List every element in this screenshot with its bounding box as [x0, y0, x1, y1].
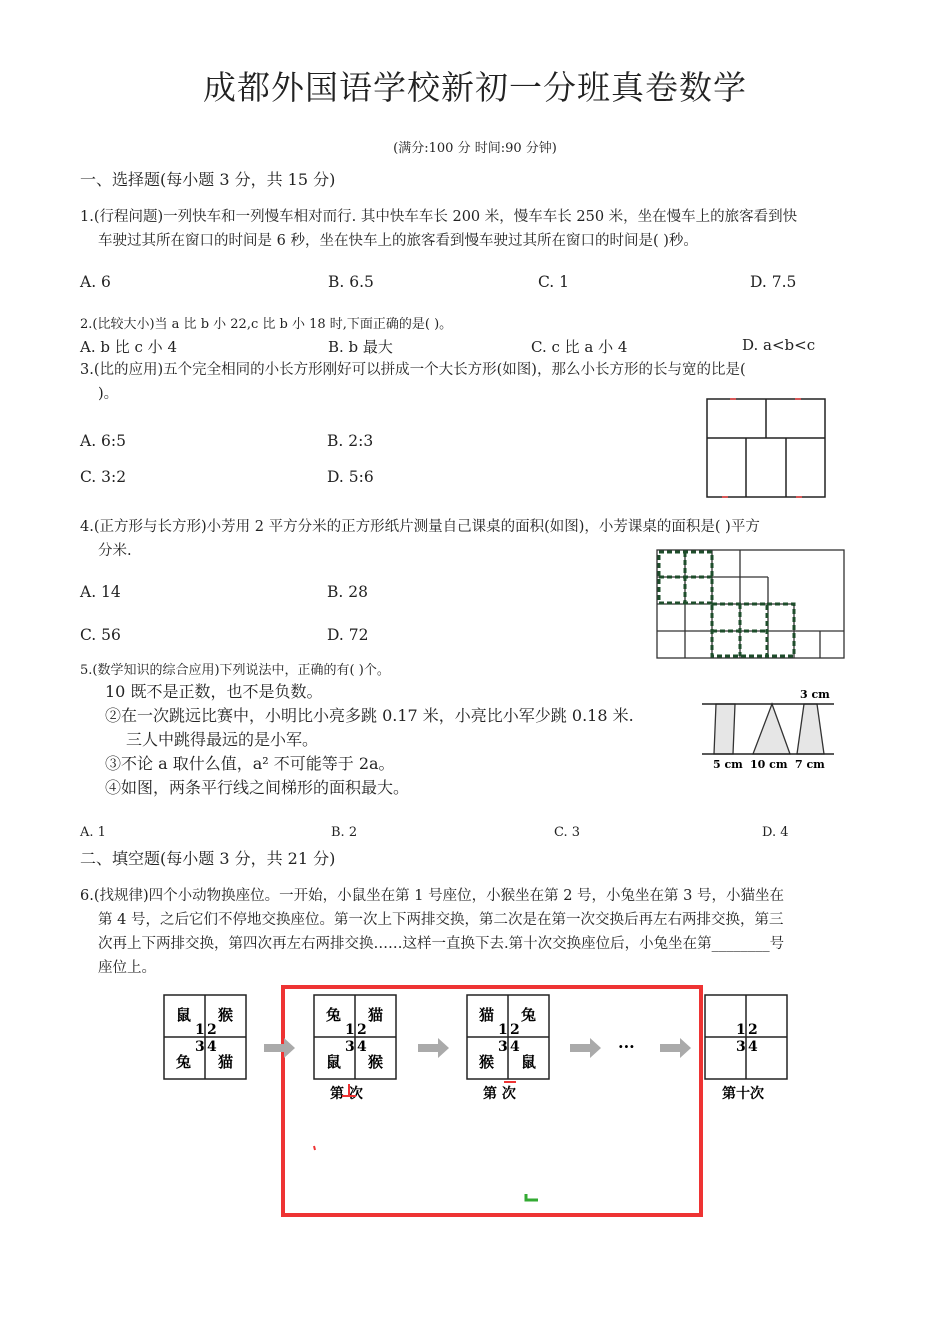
seat-number: 2 [207, 1022, 217, 1038]
seat-grid-initial [164, 995, 246, 1079]
question-1 [80, 205, 880, 253]
label-5cm: 5 cm [713, 758, 743, 771]
seat-number: 3 [195, 1039, 205, 1055]
q4-option-c[interactable]: C. 56 [80, 626, 121, 644]
check-mark-icon [526, 1194, 538, 1200]
seat-number: 1 [736, 1022, 746, 1038]
q3-option-b[interactable]: B. 2:3 [327, 432, 374, 450]
seat-number: 3 [345, 1039, 355, 1055]
q3-option-d[interactable]: D. 5:6 [327, 468, 374, 486]
question-6-line2: 第 4 号，之后它们不停地交换座位。第一次上下两排交换，第二次是在第一次交换后再左右两排交换，第三 [98, 912, 784, 928]
seat-exchange-figure [150, 980, 710, 1220]
arrow-right-icon [570, 1038, 601, 1058]
seat-number: 2 [748, 1022, 758, 1038]
seat-number: 1 [195, 1022, 205, 1038]
ellipsis: ··· [618, 1037, 635, 1056]
seat-animal: 兔 [521, 1006, 537, 1024]
q2-option-a[interactable]: A. b 比 c 小 4 [80, 338, 177, 356]
seat-animal: 猫 [218, 1053, 234, 1071]
q2-option-c[interactable]: C. c 比 a 小 4 [531, 338, 628, 356]
q1-option-a[interactable]: A. 6 [80, 273, 111, 291]
question-5: 5.(数学知识的综合应用)下列说法中，正确的有( )个。 [80, 663, 390, 678]
grid-caption: 第 次 [330, 1086, 363, 1102]
grid-caption: 第 次 [483, 1086, 516, 1102]
seat-number: 2 [357, 1022, 367, 1038]
q4-option-d[interactable]: D. 72 [327, 626, 369, 644]
arrow-right-icon [418, 1038, 449, 1058]
seat-animal: 猴 [368, 1053, 384, 1071]
question-2: 2.(比较大小)当 a 比 b 小 22,c 比 b 小 18 时,下面正确的是( )。 [80, 317, 453, 332]
section-2-heading: 二、填空题(每小题 3 分，共 21 分) [80, 849, 336, 868]
seat-grid-tenth [700, 980, 800, 1110]
seat-number: 2 [510, 1022, 520, 1038]
q4-option-a[interactable]: A. 14 [80, 583, 121, 601]
question-1-line2: 车驶过其所在窗口的时间是 6 秒，坐在快车上的旅客看到慢车驶过其所在窗口的时间是( )秒。 [98, 233, 698, 249]
q5-option-d[interactable]: D. 4 [762, 825, 789, 840]
rectangles-figure [700, 393, 832, 503]
question-3-line1: 3.(比的应用)五个完全相同的小长方形刚好可以拼成一个大长方形(如图)，那么小长方形的长与宽的比是( [80, 362, 746, 378]
question-4-line2: 分米. [98, 543, 132, 559]
question-3-line2: )。 [98, 386, 119, 402]
q5-statement-1: 10 既不是正数，也不是负数。 [105, 682, 323, 701]
question-1-line1: 1.(行程问题)一列快车和一列慢车相对而行. 其中快车车长 200 米，慢车车长 250 米，坐在慢车上的旅客看到快 [80, 209, 798, 225]
seat-animal: 鼠 [326, 1053, 342, 1071]
question-6-line4: 座位上。 [98, 960, 156, 976]
label-10cm: 10 cm [750, 758, 788, 771]
seat-animal: 猴 [218, 1006, 234, 1024]
q5-option-c[interactable]: C. 3 [554, 825, 581, 840]
q5-statement-3: ③不论 a 取什么值，a² 不可能等于 2a。 [105, 754, 395, 773]
q5-statement-2: ②在一次跳远比赛中，小明比小亮多跳 0.17 米，小亮比小军少跳 0.18 米. [105, 706, 634, 725]
question-6-line1: 6.(找规律)四个小动物换座位。一开始，小鼠坐在第 1 号座位，小猴坐在第 2 号，小兔坐在第 3 号，小猫坐在 [80, 888, 784, 904]
q1-option-c[interactable]: C. 1 [538, 273, 570, 291]
label-3cm: 3 cm [800, 688, 830, 701]
question-6 [80, 884, 870, 980]
desk-squares-figure [654, 548, 850, 662]
seat-number: 4 [207, 1039, 217, 1055]
q5-option-b[interactable]: B. 2 [331, 825, 358, 840]
seat-number: 4 [357, 1039, 367, 1055]
seat-animal: 鼠 [521, 1053, 537, 1071]
q2-option-b[interactable]: B. b 最大 [328, 338, 393, 356]
trapezoid-figure [700, 684, 840, 776]
seat-number: 4 [748, 1039, 758, 1055]
grid-caption: 第十次 [722, 1086, 764, 1102]
q1-option-d[interactable]: D. 7.5 [750, 273, 797, 291]
q5-option-a[interactable]: A. 1 [80, 825, 106, 840]
seat-animal: 猫 [479, 1006, 495, 1024]
q4-option-b[interactable]: B. 28 [327, 583, 368, 601]
page-title: 成都外国语学校新初一分班真卷数学 [203, 68, 747, 107]
arrow-right-icon [264, 1038, 295, 1058]
section-1-heading: 一、选择题(每小题 3 分，共 15 分) [80, 170, 336, 189]
q2-option-d[interactable]: D. a<b<c [742, 336, 816, 354]
seat-number: 3 [498, 1039, 508, 1055]
seat-grid-second [467, 995, 549, 1102]
q5-statement-2b: 三人中跳得最远的是小军。 [126, 730, 319, 749]
seat-grid-first [314, 995, 396, 1102]
arrow-right-icon [660, 1038, 691, 1058]
seat-animal: 兔 [176, 1053, 192, 1071]
seat-animal: 兔 [326, 1006, 342, 1024]
seat-number: 4 [510, 1039, 520, 1055]
seat-animal: 猴 [479, 1053, 495, 1071]
seat-animal: 鼠 [176, 1006, 192, 1024]
seat-animal: 猫 [368, 1006, 384, 1024]
q1-option-b[interactable]: B. 6.5 [328, 273, 374, 291]
q5-statement-4: ④如图，两条平行线之间梯形的面积最大。 [105, 778, 410, 797]
question-6-line3: 次再上下两排交换，第四次再左右两排交换……这样一直换下去.第十次交换座位后，小兔坐在第________号 [98, 936, 785, 952]
q3-option-a[interactable]: A. 6:5 [80, 432, 126, 450]
seat-number: 3 [736, 1039, 746, 1055]
seat-number: 1 [345, 1022, 355, 1038]
q3-option-c[interactable]: C. 3:2 [80, 468, 127, 486]
question-4-line1: 4.(正方形与长方形)小芳用 2 平方分米的正方形纸片测量自己课桌的面积(如图)，小芳课桌的面积是( )平方 [80, 519, 760, 535]
exam-info: (满分:100 分 时间:90 分钟) [393, 141, 557, 156]
label-7cm: 7 cm [795, 758, 825, 771]
seat-number: 1 [498, 1022, 508, 1038]
